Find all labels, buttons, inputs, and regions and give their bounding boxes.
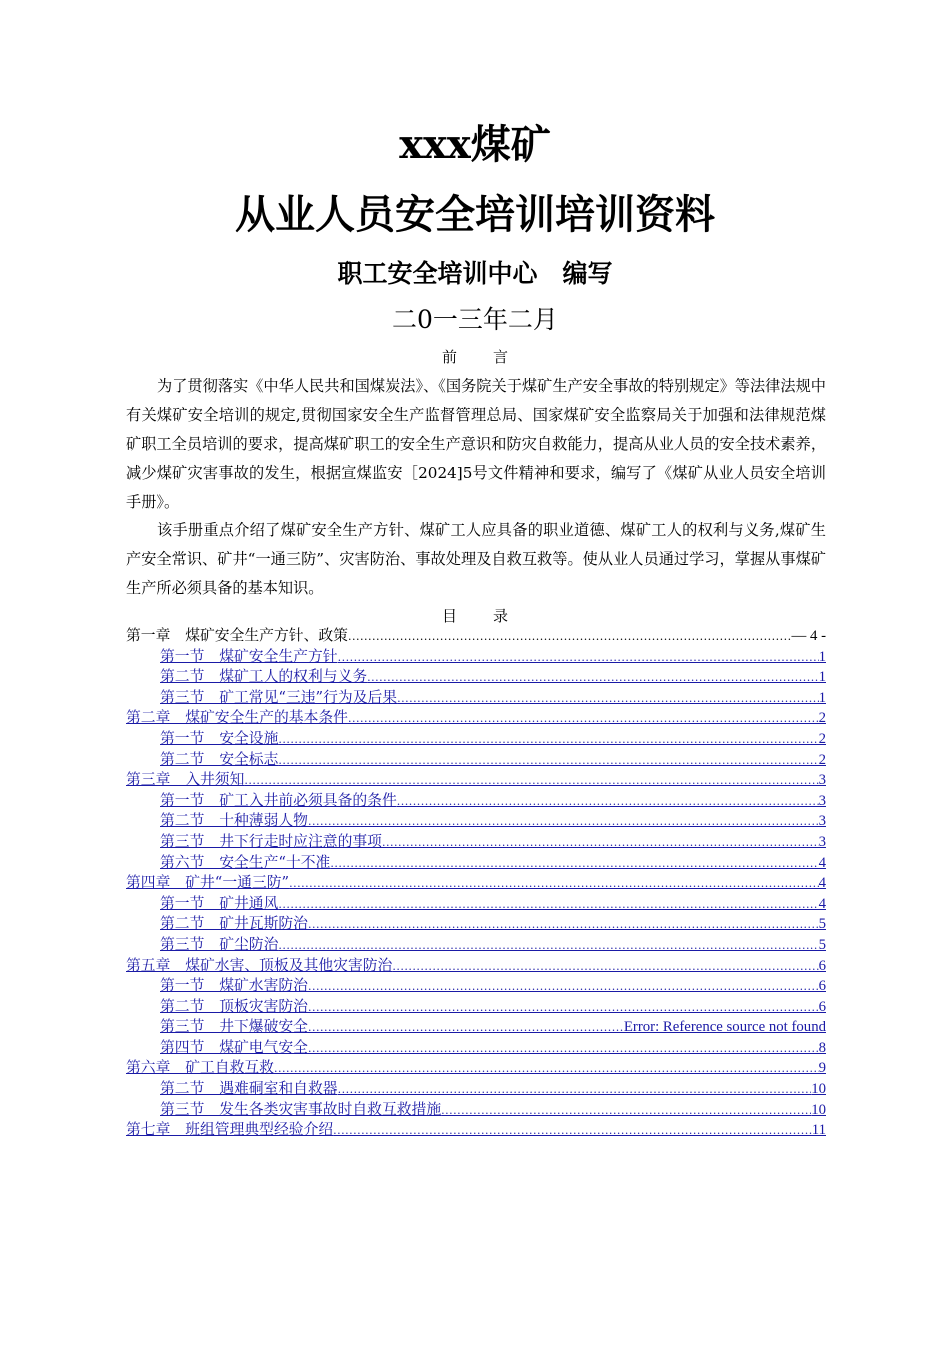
toc-entry-chapter-1 (126, 626, 826, 647)
toc-entry-label: 第一节 矿井通风 (160, 894, 279, 912)
toc-leader-dots (278, 750, 818, 771)
toc-entry-page: 11 (811, 1122, 826, 1139)
toc-leader-dots (308, 914, 819, 935)
toc-entry-section[interactable] (126, 997, 826, 1018)
toc-entry-section[interactable] (126, 832, 826, 853)
toc-entry-label: 第一节 煤矿水害防治 (160, 977, 308, 995)
preface-heading: 前言 (441, 348, 544, 366)
toc-leader-dots (278, 935, 818, 956)
toc-entry-section[interactable] (126, 1100, 826, 1121)
toc-leader-dots (397, 791, 819, 812)
preface-paragraph-text: 为了贯彻落实《中华人民共和国煤炭法》、《国务院关于煤矿生产安全事故的特别规定》等法律法规中有关煤矿安全培训的规定,贯彻国家安全生产监督管理总局、国家煤矿安全监察局关于加强和法律规范煤矿职工全员培训的要求，提高煤矿职工的安全生产意识和防灾自救能力，提高从业人员的安全技术素养，减少煤矿灾害事故的发生，根据宣煤监安［2024]5号文件精神和要求，编写了《煤矿从业人员安全培训手册》。 (126, 377, 826, 511)
toc-entry-page: 3 (818, 792, 826, 809)
toc-leader-dots (308, 1038, 819, 1059)
toc-leader-dots (330, 853, 818, 874)
toc-entry-label: 第六节 安全生产“十不准 (160, 853, 331, 871)
document-title-line2: 从业人员安全培训培训资料 (235, 191, 715, 238)
toc-leader-dots (441, 1100, 811, 1121)
toc-entry-label: 第二节 煤矿工人的权利与义务 (160, 668, 368, 686)
toc-entry-label: 第三节 井下行走时应注意的事项 (160, 832, 382, 850)
toc-heading: 目录 (441, 607, 544, 625)
toc-entry-section[interactable] (126, 1079, 826, 1100)
toc-leader-dots (392, 956, 818, 977)
toc-entry-page: 6 (818, 957, 826, 974)
toc-entry-section[interactable] (126, 688, 826, 709)
toc-entry-page: 8 (818, 1039, 826, 1056)
toc-leader-dots (308, 811, 819, 832)
toc-entry-label: 第二节 顶板灾害防治 (160, 997, 308, 1015)
toc-entry-page: — 4 - (791, 628, 826, 644)
toc-entry-section[interactable] (126, 729, 826, 750)
toc-entry-label: 第二节 十种薄弱人物 (160, 812, 308, 830)
toc-entry-section[interactable] (126, 935, 826, 956)
toc-entry-page: 4 (818, 875, 826, 892)
toc-entry-page: 9 (818, 1060, 826, 1077)
toc-entry-label: 第三节 矿工常见“三违”行为及后果 (160, 688, 398, 706)
toc-entry-section[interactable] (126, 750, 826, 771)
preface-paragraph-1 (126, 372, 826, 517)
toc-leader-dots (278, 729, 818, 750)
toc-leader-dots (338, 647, 819, 668)
toc-leader-dots (382, 832, 819, 853)
toc-entry-label: 第三节 矿尘防治 (160, 935, 279, 953)
toc-entry-label: 第六章 矿工自救互救 (126, 1059, 274, 1077)
toc-entry-page: 5 (818, 916, 826, 933)
toc-entry-label: 第一节 煤矿安全生产方针 (160, 647, 338, 665)
toc-entry-chapter[interactable] (126, 708, 826, 729)
preface-paragraph-2 (126, 516, 826, 603)
toc-leader-dots (397, 688, 819, 709)
toc-entry-label: 第二节 矿井瓦斯防治 (160, 915, 308, 933)
toc-entry-section[interactable] (126, 791, 826, 812)
toc-entry-page: 2 (818, 710, 826, 727)
toc-entry-page: 1 (818, 648, 826, 665)
toc-entry-label: 第三章 入井须知 (126, 771, 245, 789)
toc-leader-dots (244, 770, 818, 791)
toc-leader-dots (308, 976, 819, 997)
toc-leader-dots (308, 997, 819, 1018)
toc-entry-label: 第一节 矿工入井前必须具备的条件 (160, 791, 397, 809)
toc-entry-page: 6 (818, 978, 826, 995)
author-line: 职工安全培训中心 编写 (337, 259, 613, 288)
toc-entry-section[interactable] (126, 894, 826, 915)
toc-entry-section[interactable] (126, 667, 826, 688)
toc-leader-dots (338, 1079, 812, 1100)
toc-leader-dots (289, 873, 818, 894)
toc-leader-dots (333, 1120, 812, 1141)
toc-entry-section[interactable] (126, 1017, 826, 1038)
toc-entry-page: 1 (818, 669, 826, 686)
toc-entry-page: 3 (818, 833, 826, 850)
preface-paragraph-text: 该手册重点介绍了煤矿安全生产方针、煤矿工人应具备的职业道德、煤矿工人的权利与义务,煤矿生产安全常识、矿井“一通三防”、灾害防治、事故处理及自救互救等。使从业人员通过学习，掌握从事煤矿生产所必须具备的基本知识。 (126, 521, 826, 597)
toc-entry-page: Error: Reference source not found (623, 1019, 826, 1036)
toc-entry-label: 第二节 遇难硐室和自救器 (160, 1080, 338, 1098)
toc-entry-section[interactable] (126, 1038, 826, 1059)
toc-leader-dots (367, 667, 818, 688)
toc-entry-section[interactable] (126, 976, 826, 997)
toc-entry-section[interactable] (126, 853, 826, 874)
table-of-contents (126, 626, 826, 1141)
toc-entry-chapter[interactable] (126, 1120, 826, 1141)
toc-leader-dots (278, 894, 818, 915)
document-title-line1: xxx煤矿 (399, 121, 551, 168)
toc-entry-page: 4 (818, 895, 826, 912)
toc-entry-label: 第三节 发生各类灾害事故时自救互救措施 (160, 1100, 442, 1118)
toc-entry-label: 第四节 煤矿电气安全 (160, 1038, 308, 1056)
toc-entry-page: 4 (818, 854, 826, 871)
toc-leader-dots (348, 708, 819, 729)
toc-entry-page: 2 (818, 751, 826, 768)
toc-entry-page: 6 (818, 998, 826, 1015)
toc-entry-page: 1 (818, 689, 826, 706)
toc-entry-label: 第五章 煤矿水害、顶板及其他灾害防治 (126, 956, 393, 974)
toc-leader-dots (348, 626, 792, 647)
toc-entry-label: 第四章 矿井“一通三防” (126, 874, 290, 892)
toc-entry-page: 2 (818, 730, 826, 747)
toc-entry-chapter[interactable] (126, 1058, 826, 1079)
toc-entry-page: 3 (818, 772, 826, 789)
toc-entry-page: 3 (818, 813, 826, 830)
toc-entry-section[interactable] (126, 914, 826, 935)
toc-entry-label: 第二节 安全标志 (160, 750, 279, 768)
toc-entry-chapter[interactable] (126, 770, 826, 791)
toc-entry-page: 5 (818, 936, 826, 953)
toc-entry-label: 第七章 班组管理典型经验介绍 (126, 1121, 334, 1139)
date-line: 二0一三年二月 (392, 305, 558, 334)
toc-entry-section[interactable] (126, 647, 826, 668)
toc-entry-label: 第三节 井下爆破安全 (160, 1018, 308, 1036)
toc-entry-page: 10 (811, 1081, 826, 1098)
toc-entry-label: 第一节 安全设施 (160, 729, 279, 747)
toc-entry-label: 第一章 煤矿安全生产方针、政策 (126, 627, 348, 644)
toc-entry-section[interactable] (126, 811, 826, 832)
toc-leader-dots (308, 1017, 624, 1038)
toc-leader-dots (274, 1058, 819, 1079)
toc-entry-label: 第二章 煤矿安全生产的基本条件 (126, 709, 348, 727)
toc-entry-chapter[interactable] (126, 956, 826, 977)
toc-entry-page: 10 (811, 1101, 826, 1118)
toc-entry-chapter[interactable] (126, 873, 826, 894)
